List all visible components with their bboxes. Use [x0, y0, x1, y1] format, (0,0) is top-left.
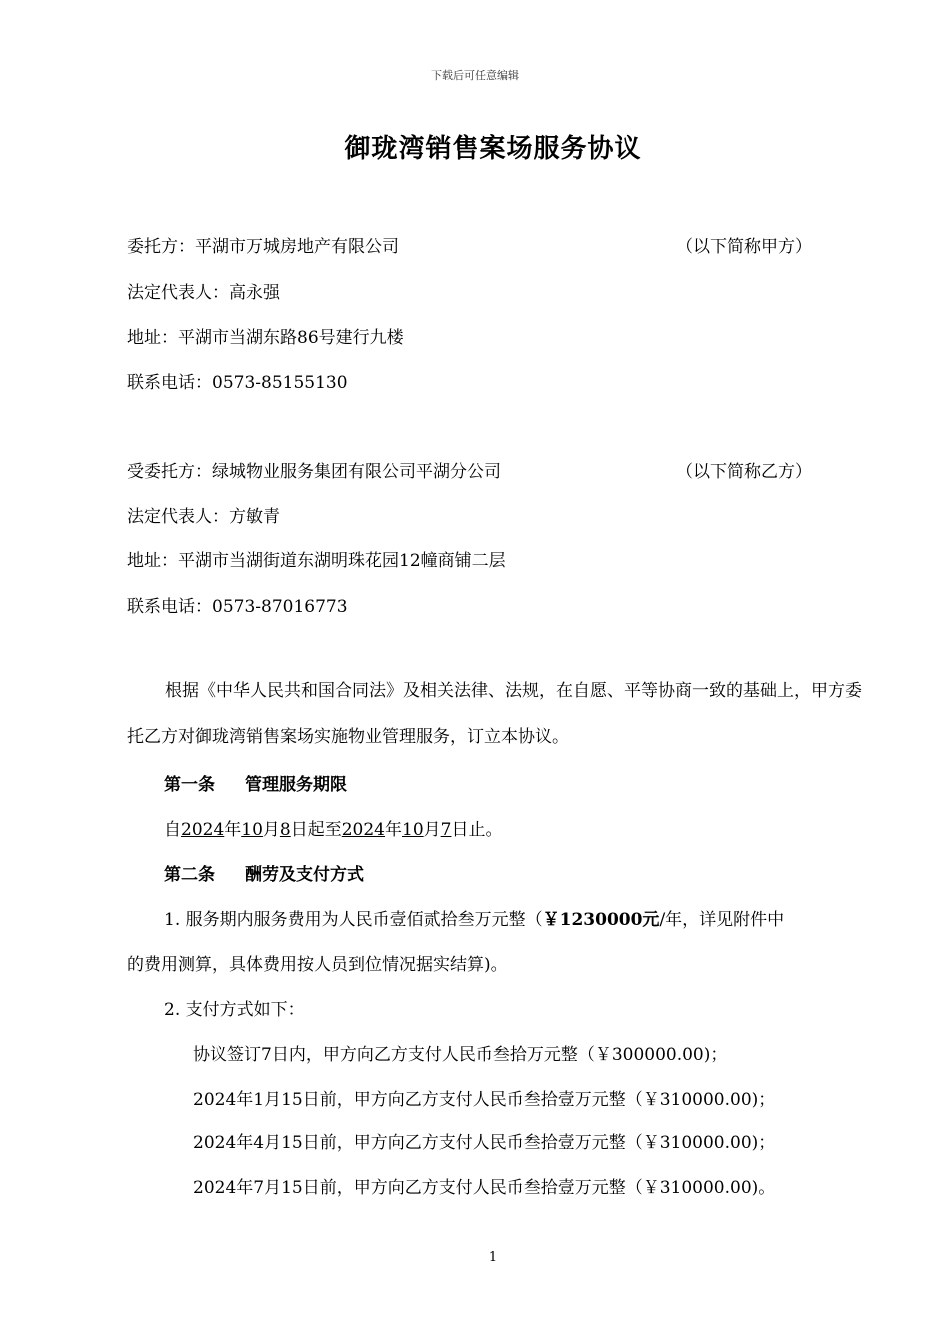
term-text: 年 — [385, 820, 402, 840]
term-text: 日起至 — [290, 820, 342, 840]
party-a-note: （以下简称甲方） — [676, 237, 812, 257]
party-b-phone: 联系电话：0573-87016773 — [127, 597, 348, 617]
payment-line-2: 2024年1月15日前，甲方向乙方支付人民币叁拾壹万元整（￥310000.00)； — [193, 1090, 776, 1110]
fee-amount: ￥1230000元 — [542, 910, 660, 930]
term-text: 日止。 — [451, 820, 503, 840]
article-2-title: 酬劳及支付方式 — [245, 865, 364, 885]
payment-line-3: 2024年4月15日前，甲方向乙方支付人民币叁拾壹万元整（￥310000.00)； — [193, 1133, 776, 1153]
party-a-rep: 法定代表人：高永强 — [127, 283, 280, 303]
service-term — [164, 815, 502, 840]
fee-item-1-cont: 的费用测算，具体费用按人员到位情况据实结算)。 — [127, 955, 508, 975]
term-start-month: 10 — [241, 820, 263, 840]
fee-item-1 — [164, 905, 784, 930]
page-number: 1 — [488, 1250, 498, 1265]
party-b-note: （以下简称乙方） — [676, 462, 812, 482]
header-note: 下载后可任意编辑 — [431, 69, 519, 82]
party-a-name: 委托方：平湖市万城房地产有限公司 — [127, 237, 399, 257]
article-2-number: 第二条 — [164, 865, 215, 885]
term-end-month: 10 — [402, 820, 424, 840]
fee-text: /年，详见附件中 — [659, 910, 785, 930]
term-text: 年 — [224, 820, 242, 840]
party-b-address: 地址：平湖市当湖街道东湖明珠花园12幢商铺二层 — [127, 551, 506, 571]
article-1-heading — [164, 770, 347, 795]
payment-method-heading: 2. 支付方式如下： — [164, 1000, 305, 1020]
term-end-year: 2024 — [341, 820, 385, 840]
term-start-year: 2024 — [181, 820, 225, 840]
payment-line-1: 协议签订7日内，甲方向乙方支付人民币叁拾万元整（￥300000.00)； — [193, 1045, 728, 1065]
article-2-heading — [164, 860, 364, 885]
document-title: 御珑湾销售案场服务协议 — [344, 134, 642, 164]
intro-paragraph: 根据《中华人民共和国合同法》及相关法律、法规，在自愿、平等协商一致的基础上，甲方委托乙方对御珑湾销售案场实施物业管理服务，订立本协议。 — [127, 681, 862, 747]
article-1-title: 管理服务期限 — [245, 775, 347, 795]
payment-line-4: 2024年7月15日前，甲方向乙方支付人民币叁拾壹万元整（￥310000.00)。 — [193, 1178, 776, 1198]
term-end-day: 7 — [440, 820, 452, 840]
fee-text: 1. 服务期内服务费用为人民币壹佰贰拾叁万元整（ — [164, 910, 543, 930]
party-a-address: 地址：平湖市当湖东路86号建行九楼 — [127, 328, 404, 348]
party-b-rep: 法定代表人：方敏青 — [127, 507, 280, 527]
term-text: 月 — [423, 820, 441, 840]
party-a-phone: 联系电话：0573-85155130 — [127, 373, 348, 393]
term-text: 自 — [164, 820, 181, 840]
article-1-number: 第一条 — [164, 775, 215, 795]
term-text: 月 — [262, 820, 280, 840]
term-start-day: 8 — [279, 820, 291, 840]
party-b-name: 受委托方：绿城物业服务集团有限公司平湖分公司 — [127, 462, 501, 482]
